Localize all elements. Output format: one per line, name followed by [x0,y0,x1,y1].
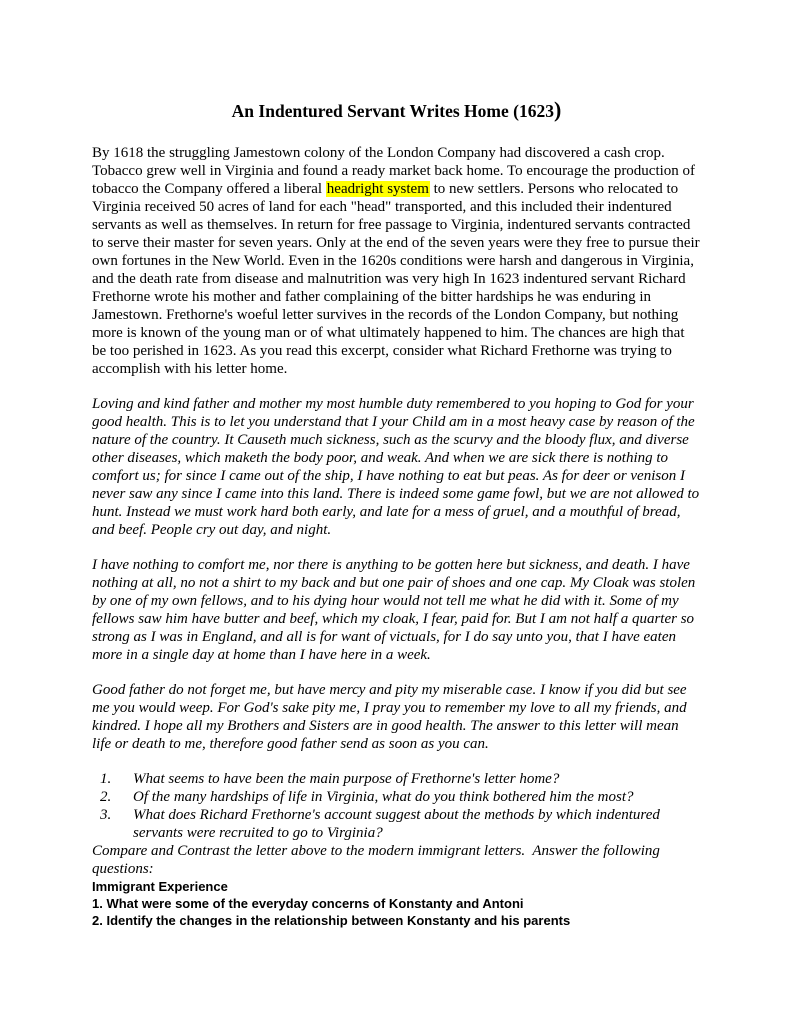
immigrant-section-heading: Immigrant Experience [92,879,228,894]
question-number: 2. [100,789,112,805]
question-item-1 [100,770,701,788]
intro-paragraph [92,144,701,378]
letter-paragraph-1: Loving and kind father and mother my most humble duty remembered to you hoping to God for your good health. This is to let you understand that I your Child am in a most heavy case by reason of the nature of the country. It Causeth much sickness, such as the scurvy and the bloody flux, and diverse other diseases, which maketh the body poor, and weak. And when we are sick there is nothing to comfort us; for since I came out of the ship, I have nothing to eat but peas. As for deer or venison I never saw any since I came into this land. There is indeed some game fowl, but we are not allowed to hunt. Instead we must work hard both early, and late for a mess of gruel, and a mouthful of bread, and beef. People cry out day, and night. [92,396,700,538]
highlighted-term: headright system [326,181,429,197]
intro-text-before-highlight: By 1618 the struggling Jamestown colony of the London Company had discovered a cash crop. Tobacco grew well in Virginia and found a ready market back home. To encourage the production of tobacco the Company offered a liberal [92,145,696,197]
intro-text-after-highlight: to new settlers. Persons who relocated to Virginia received 50 acres of land for each "head" transported, and this included their indentured servants as well as themselves. In return for free passage to Virginia, indentured servants contracted to serve their master for seven years. Only at the end of the seven years were they free to pursue their own fortunes in the New World. Even in the 1620s conditions were harsh and dangerous in Virginia, and the death rate from disease and malnutrition was very high In 1623 indentured servant Richard Frethorne wrote his mother and father complaining of the bitter hardships he was enduring in Jamestown. Frethorne's woeful letter survives in the records of the London Company, but nothing more is known of the young man or of what ultimately happened to him. The chances are high that be too perished in 1623. As you read this excerpt, consider what Richard Frethorne was trying to accomplish with his letter home. [92,181,700,377]
letter-paragraph-3: Good father do not forget me, but have mercy and pity my miserable case. I know if you did but see me you would weep. For God's sake pity me, I pray you to remember my love to all my friends, and kindred. I hope all my Brothers and Sisters are in good health. The answer to this letter will mean life or death to me, therefore good father send as soon as you can. [92,682,687,752]
question-text: What seems to have been the main purpose of Frethorne's letter home? [133,771,560,787]
title-closing-paren: ) [553,97,562,122]
question-number: 1. [100,771,112,787]
immigrant-question-2: 2. Identify the changes in the relationship between Konstanty and his parents [92,913,571,928]
question-text: Of the many hardships of life in Virginia, what do you think bothered him the most? [133,789,634,805]
questions-list [92,770,701,842]
question-item-2 [100,788,701,806]
immigrant-experience-section [92,878,701,929]
question-text: What does Richard Frethorne's account suggest about the methods by which indentured servants were recruited to go to Virginia? [133,807,660,841]
letter-paragraph-2: I have nothing to comfort me, nor there is anything to be gotten here but sickness, and death. I have nothing at all, no not a shirt to my back and but one pair of shoes and one cap. My Cloak was stolen by one of my own fellows, and to his dying hour would not tell me what he did with it. Some of my fellows saw him have butter and beef, which my cloak, I fear, paid for. But I am not half a quarter so strong as I was in England, and all is for want of victuals, for I do say unto you, that I have eaten more in a single day at home than I have here in a week. [92,557,696,663]
document-title [92,98,701,123]
compare-contrast-prompt: Compare and Contrast the letter above to the modern immigrant letters. Answer the following questions: [92,843,664,877]
question-item-3 [100,806,701,842]
title-text: An Indentured Servant Writes Home (1623 [231,101,554,121]
immigrant-question-1: 1. What were some of the everyday concerns of Konstanty and Antoni [92,896,524,911]
question-number: 3. [100,807,112,823]
